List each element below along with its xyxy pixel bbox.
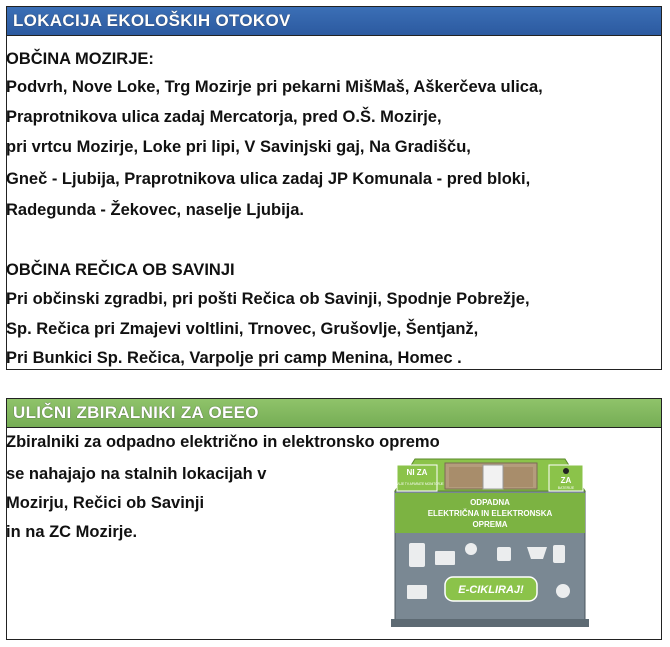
badge-right-text: ZA xyxy=(560,476,572,485)
bulb-icon xyxy=(465,543,477,555)
weee-line-1: Zbiralniki za odpadno električno in elektronsko opremo xyxy=(6,433,440,451)
mozirje-line-2: Praprotnikova ulica zadaj Mercatorja, pred O.Š. Mozirje, xyxy=(6,108,442,126)
badge-left-small-text: ZDAVLJE TV APARATE MONITORJE xyxy=(390,482,444,486)
mozirje-line-5: Radegunda - Žekovec, naselje Ljubija. xyxy=(6,201,304,219)
phone-icon xyxy=(409,543,425,567)
weee-collection-container-illustration xyxy=(387,455,593,629)
badge-left-text: NI ZA xyxy=(406,468,428,477)
mozirje-line-4: Gneč - Ljubija, Praprotnikova ulica zadaj JP Komunala - pred bloki, xyxy=(6,170,531,188)
recica-heading: OBČINA REČICA OB SAVINJI xyxy=(6,261,235,279)
battery-icon xyxy=(553,545,565,563)
mozirje-heading: OBČINA MOZIRJE: xyxy=(6,50,154,68)
banner-line-2: ELEKTRIČNA IN ELEKTRONSKA xyxy=(427,509,553,518)
badge-right-small-text: BATERIJE xyxy=(557,486,575,490)
banner-line-1: ODPADNA xyxy=(470,498,510,507)
recica-line-1: Pri občinski zgradbi, pri pošti Rečica ob Savinji, Spodnje Pobrežje, xyxy=(6,290,530,308)
cd-icon xyxy=(556,584,570,598)
laptop-icon xyxy=(435,551,455,565)
weee-collectors-title: ULIČNI ZBIRALNIKI ZA OEEO xyxy=(7,399,661,428)
eco-islands-title: LOKACIJA EKOLOŠKIH OTOKOV xyxy=(7,7,661,36)
mozirje-line-3: pri vrtcu Mozirje, Loke pri lipi, V Savinjski gaj, Na Gradišču, xyxy=(6,138,471,156)
weee-line-2: se nahajajo na stalnih lokacijah v xyxy=(6,465,267,483)
recica-line-3: Pri Bunkici Sp. Rečica, Varpolje pri camp Menina, Homec . xyxy=(6,349,462,367)
radio-icon xyxy=(407,585,427,599)
banner-line-3: OPREMA xyxy=(472,520,508,529)
recica-line-2: Sp. Rečica pri Zmajevi voltlini, Trnovec, Grušovlje, Šentjanž, xyxy=(6,320,479,338)
kettle-icon xyxy=(497,547,511,561)
mozirje-line-1: Podvrh, Nove Loke, Trg Mozirje pri pekarni MišMaš, Aškerčeva ulica, xyxy=(6,78,543,96)
weee-line-4: in na ZC Mozirje. xyxy=(6,523,138,541)
e-cikliraj-logo-text: E-CIKLIRAJ! xyxy=(458,584,524,596)
weee-line-3: Mozirju, Rečici ob Savinji xyxy=(6,494,205,512)
